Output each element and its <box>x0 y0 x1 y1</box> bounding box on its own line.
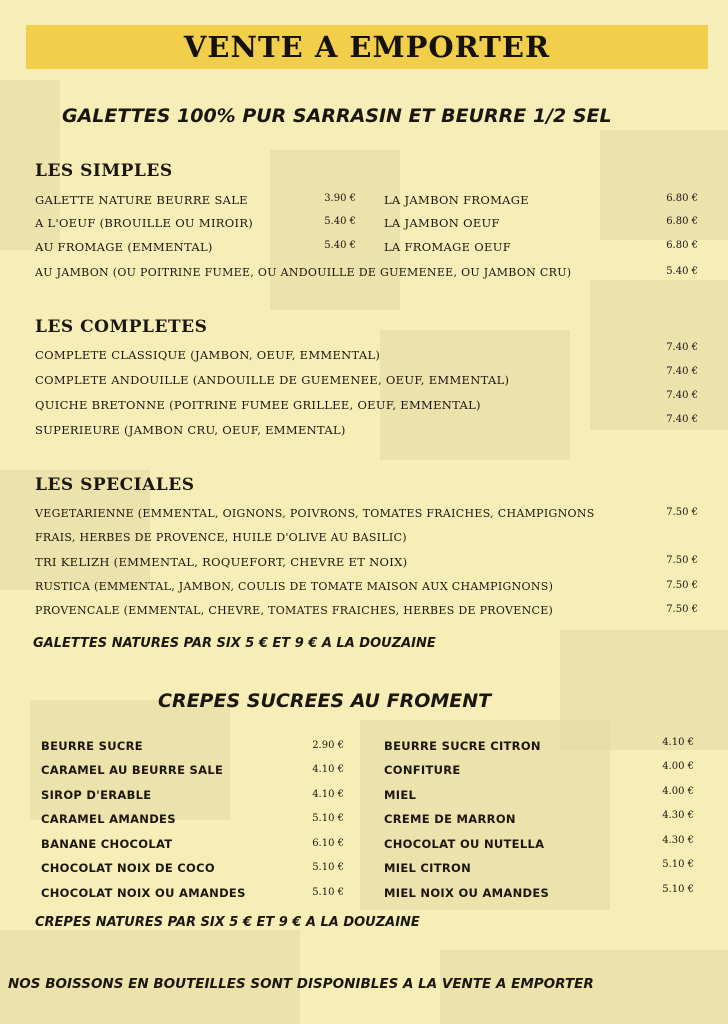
menu-item-price: 7.50 € <box>666 507 698 518</box>
crepes-header: CREPES SUCREES AU FROMENT <box>158 690 492 712</box>
section-title-simples: LES SIMPLES <box>35 161 173 181</box>
menu-item-name: PROVENCALE (EMMENTAL, CHEVRE, TOMATES FRAICHES, HERBES DE PROVENCE) <box>35 604 554 617</box>
menu-item-name: MIEL <box>384 788 417 802</box>
menu-item-price: 4.10 € <box>312 789 344 800</box>
menu-item-price: 5.10 € <box>312 887 344 898</box>
menu-item-price: 5.40 € <box>666 266 698 277</box>
menu-item-price: 5.10 € <box>662 884 694 895</box>
menu-item-name: GALETTE NATURE BEURRE SALE <box>35 193 248 207</box>
menu-item-name: CREME DE MARRON <box>384 812 516 826</box>
menu-item-price: 7.50 € <box>666 604 698 615</box>
page-title: VENTE A EMPORTER <box>183 30 551 64</box>
paper-texture <box>380 330 570 460</box>
menu-item-name: A L'OEUF (BROUILLE OU MIROIR) <box>35 216 254 230</box>
menu-item-name: CONFITURE <box>384 763 461 777</box>
menu-item-price: 4.00 € <box>662 761 694 772</box>
menu-item-price: 5.40 € <box>324 240 356 251</box>
menu-item-name: MIEL CITRON <box>384 861 472 875</box>
menu-item-name: CARAMEL AU BEURRE SALE <box>41 763 224 777</box>
menu-item-price: 6.10 € <box>312 838 344 849</box>
menu-item-price: 4.30 € <box>662 835 694 846</box>
menu-item-name: QUICHE BRETONNE (POITRINE FUMEE GRILLEE, OEUF, EMMENTAL) <box>35 398 481 412</box>
menu-item-name: CHOCOLAT NOIX OU AMANDES <box>41 886 246 900</box>
menu-item-price: 7.50 € <box>666 555 698 566</box>
menu-item-name: BANANE CHOCOLAT <box>41 837 173 851</box>
galettes-header: GALETTES 100% PUR SARRASIN ET BEURRE 1/2 SEL <box>62 105 612 127</box>
paper-texture <box>30 700 230 820</box>
menu-item-name: BEURRE SUCRE CITRON <box>384 739 541 753</box>
menu-item-price: 5.10 € <box>662 859 694 870</box>
paper-texture <box>270 150 400 310</box>
menu-item-name: VEGETARIENNE (EMMENTAL, OIGNONS, POIVRONS, TOMATES FRAICHES, CHAMPIGNONS <box>35 507 595 520</box>
menu-item-name: AU FROMAGE (EMMENTAL) <box>35 240 213 254</box>
menu-item-price: 2.90 € <box>312 740 344 751</box>
menu-item-name: MIEL NOIX OU AMANDES <box>384 886 550 900</box>
menu-item-price: 4.00 € <box>662 786 694 797</box>
menu-item-price: 6.80 € <box>666 240 698 251</box>
menu-item-price: 6.80 € <box>666 193 698 204</box>
menu-item-name: CARAMEL AMANDES <box>41 812 176 826</box>
menu-item-name: AU JAMBON (OU POITRINE FUMEE, OU ANDOUILLE DE GUEMENEE, OU JAMBON CRU) <box>35 266 572 279</box>
crepes-natures-note: CREPES NATURES PAR SIX 5 € ET 9 € A LA DOUZAINE <box>35 915 420 930</box>
menu-item-name: SUPERIEURE (JAMBON CRU, OEUF, EMMENTAL) <box>35 423 346 437</box>
section-title-speciales: LES SPECIALES <box>35 475 195 495</box>
menu-item-price: 5.10 € <box>312 862 344 873</box>
menu-item-price: 6.80 € <box>666 216 698 227</box>
menu-item-name: BEURRE SUCRE <box>41 739 143 753</box>
menu-item-price: 7.40 € <box>666 342 698 353</box>
menu-item-price: 5.40 € <box>324 216 356 227</box>
menu-item-price: 3.90 € <box>324 193 356 204</box>
title-banner <box>26 25 708 69</box>
menu-item-name: CHOCOLAT NOIX DE COCO <box>41 861 215 875</box>
menu-item-price: 7.50 € <box>666 580 698 591</box>
paper-texture <box>590 280 728 430</box>
galettes-natures-note: GALETTES NATURES PAR SIX 5 € ET 9 € A LA DOUZAINE <box>33 636 436 651</box>
menu-item-price: 5.10 € <box>312 813 344 824</box>
menu-item-name: RUSTICA (EMMENTAL, JAMBON, COULIS DE TOMATE MAISON AUX CHAMPIGNONS) <box>35 580 554 593</box>
menu-item-price: 7.40 € <box>666 366 698 377</box>
boissons-note: NOS BOISSONS EN BOUTEILLES SONT DISPONIBLES A LA VENTE A EMPORTER <box>8 976 594 992</box>
menu-item-price: 4.10 € <box>312 764 344 775</box>
menu-item-name: LA JAMBON OEUF <box>384 216 500 230</box>
menu-item-name: TRI KELIZH (EMMENTAL, ROQUEFORT, CHEVRE ET NOIX) <box>35 555 408 569</box>
menu-item-price: 7.40 € <box>666 390 698 401</box>
menu-item-name: COMPLETE ANDOUILLE (ANDOUILLE DE GUEMENEE, OEUF, EMMENTAL) <box>35 373 510 387</box>
menu-item-name: LA JAMBON FROMAGE <box>384 193 529 207</box>
menu-item-name: SIROP D'ERABLE <box>41 788 152 802</box>
menu-item-price: 4.10 € <box>662 737 694 748</box>
menu-item-name: CHOCOLAT OU NUTELLA <box>384 837 545 851</box>
menu-item-name-cont: FRAIS, HERBES DE PROVENCE, HUILE D'OLIVE AU BASILIC) <box>35 531 407 544</box>
menu-item-price: 7.40 € <box>666 414 698 425</box>
menu-item-name: COMPLETE CLASSIQUE (JAMBON, OEUF, EMMENTAL) <box>35 348 381 362</box>
section-title-completes: LES COMPLETES <box>35 317 208 337</box>
menu-item-name: LA FROMAGE OEUF <box>384 240 511 254</box>
menu-item-price: 4.30 € <box>662 810 694 821</box>
